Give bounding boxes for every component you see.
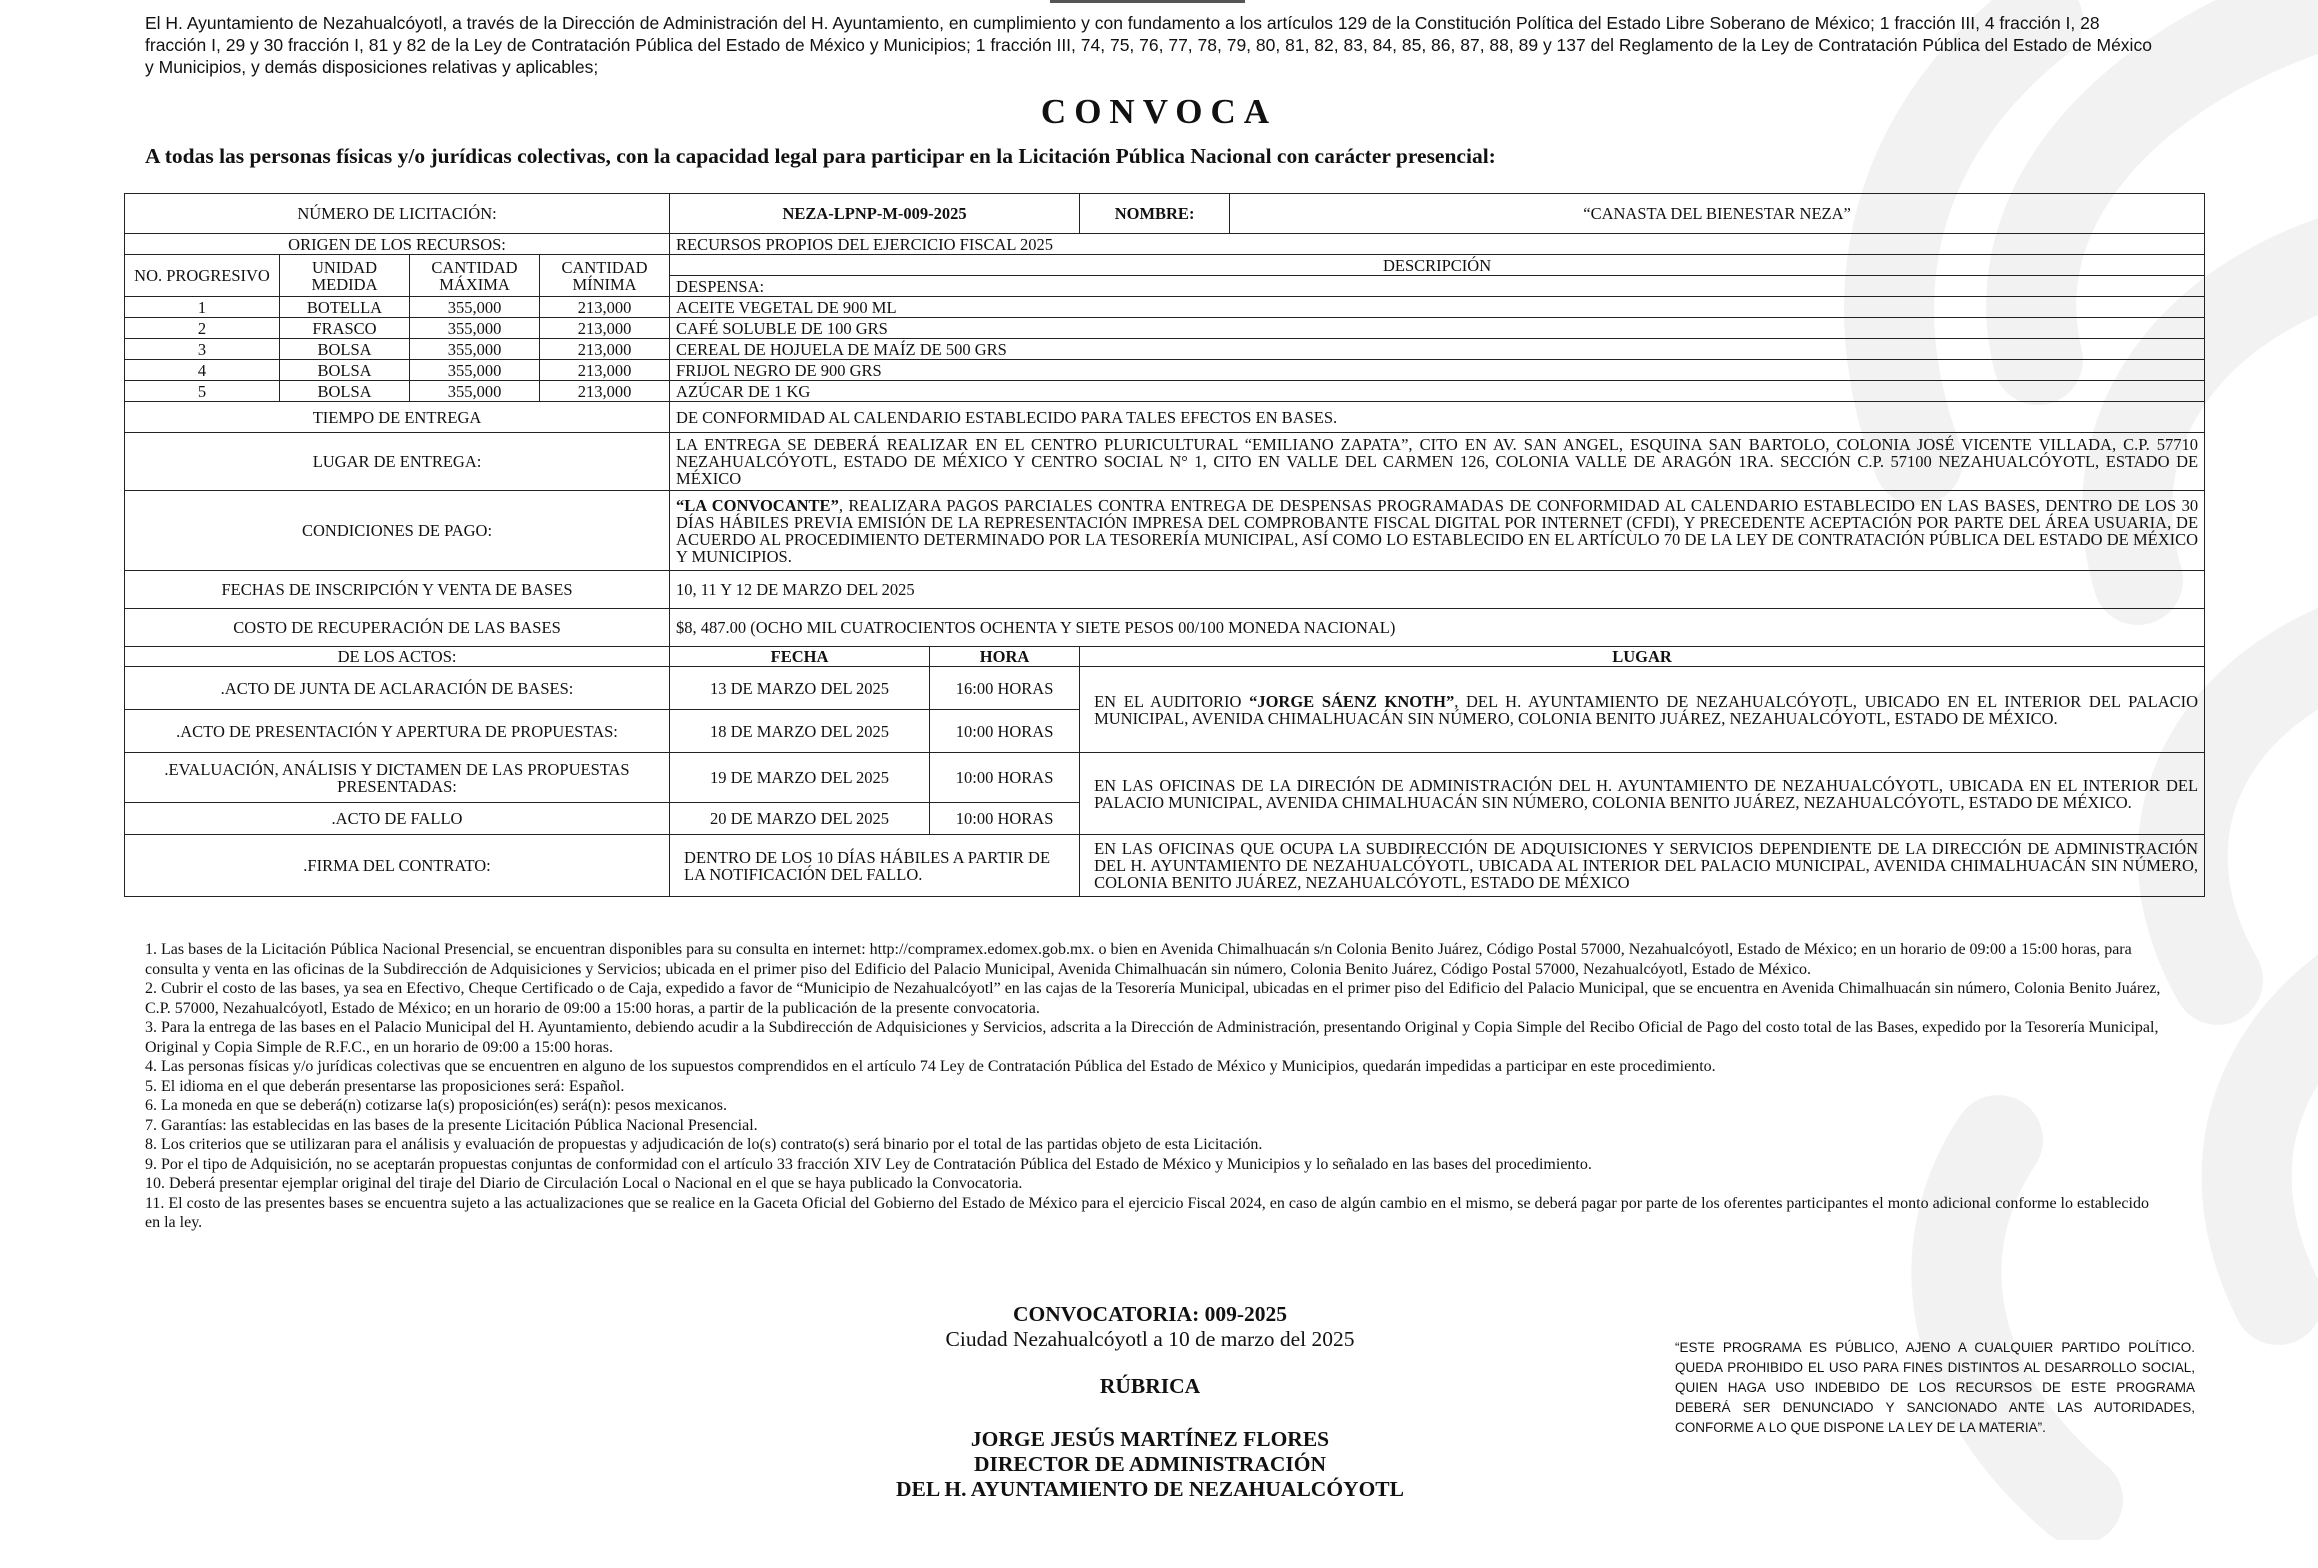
item-desc: FRIJOL NEGRO DE 900 GRS xyxy=(670,360,2205,381)
page-subtitle: A todas las personas físicas y/o jurídicas colectivas, con la capacidad legal para participar en la Licitación Pública Nacional con carácter presencial: xyxy=(145,144,1496,168)
fecha-header: FECHA xyxy=(670,647,930,667)
page-title: CONVOCA xyxy=(1040,92,1278,131)
act-place-1 xyxy=(1080,667,2205,753)
signer-name: JORGE JESÚS MARTÍNEZ FLORES xyxy=(970,1427,1330,1451)
item-min: 213,000 xyxy=(540,297,670,318)
item-desc: CAFÉ SOLUBLE DE 100 GRS xyxy=(670,318,2205,339)
table-row xyxy=(125,360,2205,381)
note-item: 1. Las bases de la Licitación Pública Nacional Presencial, se encuentran disponibles para su consulta en internet: http://compramex.edomex.gob.mx. o bien en Avenida Chimalhuacán s/n Colonia Benito Juárez, Código Postal 57000, Nezahualcóyotl, Estado de México; en un horario de 09:00 a 15:00 horas, para consulta y venta en las oficinas de la Subdirección de Adquisiciones y Servicios; ubicada en el primer piso del Edificio del Palacio Municipal, Avenida Chimalhuacán sin número, Colonia Benito Juárez, Código Postal 57000, Nezahualcóyotl, Estado de México. xyxy=(145,941,2132,978)
header-minima: CANTIDAD MÍNIMA xyxy=(540,255,670,297)
pago-bold: “LA CONVOCANTE” xyxy=(676,495,839,515)
act-fecha: 20 DE MARZO DEL 2025 xyxy=(670,803,930,835)
act-name: .EVALUACIÓN, ANÁLISIS Y DICTAMEN DE LAS PROPUESTAS PRESENTADAS: xyxy=(125,753,670,803)
signature-block xyxy=(700,1302,1600,1502)
nombre-value: “CANASTA DEL BIENESTAR NEZA” xyxy=(1230,194,2205,234)
item-desc: AZÚCAR DE 1 KG xyxy=(670,381,2205,402)
fechas-value: 10, 11 Y 12 DE MARZO DEL 2025 xyxy=(670,571,2205,609)
tiempo-value: DE CONFORMIDAD AL CALENDARIO ESTABLECIDO PARA TALES EFECTOS EN BASES. xyxy=(670,402,2205,433)
note-item: 5. El idioma en el que deberán presentarse las proposiciones será: Español. xyxy=(145,1077,625,1095)
signer-role: DIRECTOR DE ADMINISTRACIÓN xyxy=(973,1452,1327,1476)
item-max: 355,000 xyxy=(410,360,540,381)
act-fecha: 19 DE MARZO DEL 2025 xyxy=(670,753,930,803)
item-no: 3 xyxy=(125,339,280,360)
item-unidad: BOLSA xyxy=(280,360,410,381)
actos-label: DE LOS ACTOS: xyxy=(125,647,670,667)
item-max: 355,000 xyxy=(410,297,540,318)
item-max: 355,000 xyxy=(410,381,540,402)
note-item: 11. El costo de las presentes bases se encuentra sujeto a las actualizaciones que se realice en la Gaceta Oficial del Gobierno del Estado de México para el ejercicio Fiscal 2024, en caso de algún cambio en el mismo, se deberá pagar por parte de los oferentes participantes el monto adicional conforme lo establecido en la ley. xyxy=(145,1194,2149,1231)
item-unidad: BOLSA xyxy=(280,339,410,360)
header-descripcion: DESCRIPCIÓN xyxy=(670,255,2205,276)
pago-cell xyxy=(670,491,2205,571)
item-no: 2 xyxy=(125,318,280,339)
signer-entity: DEL H. AYUNTAMIENTO DE NEZAHUALCÓYOTL xyxy=(896,1477,1404,1501)
convocatoria-number: CONVOCATORIA: 009-2025 xyxy=(1012,1302,1288,1326)
act-place-3: EN LAS OFICINAS QUE OCUPA LA SUBDIRECCIÓN DE ADQUISICIONES Y SERVICIOS DEPENDIENTE DE LA DIRECCIÓN DE ADMINISTRACIÓN DEL H. AYUNTAMIENTO DE NEZAHUALCÓYOTL, UBICADA AL INTERIOR DEL PALACIO MUNICIPAL, AVENIDA CHIMALHUACÁN SIN NÚMERO, COLONIA BENITO JUÁREZ, NEZAHUALCÓYOTL, ESTADO DE MÉXICO xyxy=(1080,835,2205,897)
act-fecha: DENTRO DE LOS 10 DÍAS HÁBILES A PARTIR DE LA NOTIFICACIÓN DEL FALLO. xyxy=(670,835,1080,897)
note-item: 7. Garantías: las establecidas en las bases de la presente Licitación Pública Nacional Presencial. xyxy=(145,1116,758,1134)
item-max: 355,000 xyxy=(410,339,540,360)
table-row xyxy=(125,297,2205,318)
header-despensa: DESPENSA: xyxy=(670,276,2205,297)
fechas-label: FECHAS DE INSCRIPCIÓN Y VENTA DE BASES xyxy=(125,571,670,609)
note-item: 2. Cubrir el costo de las bases, ya sea en Efectivo, Cheque Certificado o de Caja, expedido a favor de “Municipio de Nezahualcóyotl” en las cajas de la Tesorería Municipal, ubicadas en el primer piso del Edificio del Palacio Municipal, que se encuentra en Avenida Chimalhuacán sin número, Colonia Benito Juárez, C.P. 57000, Nezahualcóyotl, Estado de México; en un horario de 09:00 a 15:00 horas, a partir de la publicación de la presente convocatoria. xyxy=(145,980,2161,1017)
lugar-label: LUGAR DE ENTREGA: xyxy=(125,433,670,491)
place1-bold: “JORGE SÁENZ KNOTH” xyxy=(1249,691,1455,711)
numero-label: NÚMERO DE LICITACIÓN: xyxy=(125,194,670,234)
item-no: 4 xyxy=(125,360,280,381)
item-unidad: BOTELLA xyxy=(280,297,410,318)
note-item: 8. Los criterios que se utilizaran para el análisis y evaluación de propuestas y adjudicación de lo(s) contrato(s) será binario por el total de las partidas objeto de esta Licitación. xyxy=(145,1136,1263,1153)
act-name: .ACTO DE PRESENTACIÓN Y APERTURA DE PROPUESTAS: xyxy=(125,710,670,753)
act-fecha: 13 DE MARZO DEL 2025 xyxy=(670,667,930,710)
item-min: 213,000 xyxy=(540,339,670,360)
costo-label: COSTO DE RECUPERACIÓN DE LAS BASES xyxy=(125,609,670,647)
note-item: 3. Para la entrega de las bases en el Palacio Municipal del H. Ayuntamiento, debiendo acudir a la Subdirección de Adquisiciones y Servicios, adscrita a la Dirección de Administración, presentando Original y Copia Simple del Recibo Oficial de Pago del costo total de las Bases, expedido por la Tesorería Municipal, Original y Copia Simple de R.F.C., en un horario de 09:00 a 15:00 horas. xyxy=(145,1019,2159,1056)
pago-value: , REALIZARA PAGOS PARCIALES CONTRA ENTREGA DE DESPENSAS PROGRAMADAS DE CONFORMIDAD AL CALENDARIO ESTABLECIDO EN LAS BASES, DENTRO DE LOS 30 DÍAS HÁBILES PREVIA EMISIÓN DE LA REPRESENTACIÓN IMPRESA DEL COMPROBANTE FISCAL DIGITAL POR INTERNET (CFDI), Y PRECEDENTE ACEPTACIÓN POR PARTE DEL ÁREA USUARIA, DE ACUERDO AL PROCEDIMIENTO DETERMINADO POR LA TESORERÍA MUNICIPAL, ASÍ COMO LO ESTABLECIDO EN EL ARTÍCULO 70 DE LA LEY DE CONTRATACIÓN PÚBLICA DEL ESTADO DE MÉXICO Y MUNICIPIOS. xyxy=(676,495,2199,566)
item-min: 213,000 xyxy=(540,360,670,381)
table-row xyxy=(125,381,2205,402)
lugar-value: LA ENTREGA SE DEBERÁ REALIZAR EN EL CENTRO PLURICULTURAL “EMILIANO ZAPATA”, CITO EN AV. SAN ANGEL, ESQUINA SAN BARTOLO, COLONIA JOSÉ VICENTE VILLADA, C.P. 57710 NEZAHUALCÓYOTL, ESTADO DE MÉXICO Y CENTRO SOCIAL N° 1, CITO EN VALLE DEL CARMEN 126, COLONIA VALLE DE ARAGÓN 1RA. SECCIÓN C.P. 57100 NEZAHUALCÓYOTL, ESTADO DE MÉXICO xyxy=(670,433,2205,491)
item-max: 355,000 xyxy=(410,318,540,339)
note-item: 9. Por el tipo de Adquisición, no se aceptarán propuestas conjuntas de conformidad con el artículo 33 fracción XIV Ley de Contratación Pública del Estado de México y Municipios y lo señalado en las bases del procedimiento. xyxy=(145,1155,1592,1173)
tender-table xyxy=(124,193,2205,897)
pago-label: CONDICIONES DE PAGO: xyxy=(125,491,670,571)
act-hora: 10:00 HORAS xyxy=(930,710,1080,753)
act-name: .ACTO DE FALLO xyxy=(125,803,670,835)
nombre-label: NOMBRE: xyxy=(1080,194,1230,234)
act-name: .ACTO DE JUNTA DE ACLARACIÓN DE BASES: xyxy=(125,667,670,710)
place1-post: , DEL H. AYUNTAMIENTO DE NEZAHUALCÓYOTL, UBICADO EN EL INTERIOR DEL PALACIO MUNICIPAL, AVENIDA CHIMALHUACÁN SIN NÚMERO, COLONIA BENITO JUÁREZ, NEZAHUALCÓYOTL, ESTADO DE MÉXICO. xyxy=(1094,691,2199,728)
place-date: Ciudad Nezahualcóyotl a 10 de marzo del 2025 xyxy=(945,1327,1355,1351)
item-no: 1 xyxy=(125,297,280,318)
item-min: 213,000 xyxy=(540,318,670,339)
hora-header: HORA xyxy=(930,647,1080,667)
costo-value: $8, 487.00 (OCHO MIL CUATROCIENTOS OCHENTA Y SIETE PESOS 00/100 MONEDA NACIONAL) xyxy=(670,609,2205,647)
numero-value: NEZA-LPNP-M-009-2025 xyxy=(670,194,1080,234)
act-hora: 10:00 HORAS xyxy=(930,803,1080,835)
origen-value: RECURSOS PROPIOS DEL EJERCICIO FISCAL 2025 xyxy=(670,234,2205,255)
note-item: 4. Las personas físicas y/o jurídicas colectivas que se encuentren en alguno de los supuestos comprendidos en el artículo 74 Ley de Contratación Pública del Estado de México y Municipios, quedarán impedidas a participar en este procedimiento. xyxy=(145,1058,1716,1075)
origen-label: ORIGEN DE LOS RECURSOS: xyxy=(125,234,670,255)
lugar-header: LUGAR xyxy=(1080,647,2205,667)
header-unidad: UNIDAD MEDIDA xyxy=(280,255,410,297)
place1-pre: EN EL AUDITORIO xyxy=(1094,691,1250,711)
intro-paragraph: El H. Ayuntamiento de Nezahualcóyotl, a través de la Dirección de Administración del H. Ayuntamiento, en cumplimiento y con fundamento a los artículos 129 de la Constitución Política del Estado Libre Soberano de México; 1 fracción III, 4 fracción I, 28 fracción I, 29 y 30 fracción I, 81 y 82 de la Ley de Contratación Pública del Estado de México y Municipios; 1 fracción III, 74, 75, 76, 77, 78, 79, 80, 81, 82, 83, 84, 85, 86, 87, 88, 89 y 137 del Reglamento de la Ley de Contratación Pública del Estado de México y Municipios, y demás disposiciones relativas y aplicables; xyxy=(145,13,2152,77)
top-rule xyxy=(1050,0,1245,3)
table-row xyxy=(125,318,2205,339)
item-unidad: BOLSA xyxy=(280,381,410,402)
note-item: 6. La moneda en que se deberá(n) cotizarse la(s) proposición(es) será(n): pesos mexicanos. xyxy=(145,1097,727,1114)
header-maxima: CANTIDAD MÁXIMA xyxy=(410,255,540,297)
item-min: 213,000 xyxy=(540,381,670,402)
item-unidad: FRASCO xyxy=(280,318,410,339)
item-desc: ACEITE VEGETAL DE 900 ML xyxy=(670,297,2205,318)
program-legend: “ESTE PROGRAMA ES PÚBLICO, AJENO A CUALQUIER PARTIDO POLÍTICO. QUEDA PROHIBIDO EL USO PARA FINES DISTINTOS AL DESARROLLO SOCIAL, QUIEN HAGA USO INDEBIDO DE LOS RECURSOS DE ESTE PROGRAMA DEBERÁ SER DENUNCIADO Y SANCIONADO ANTE LAS AUTORIDADES, CONFORME A LO QUE DISPONE LA LEY DE LA MATERIA”. xyxy=(1675,1340,2195,1435)
item-no: 5 xyxy=(125,381,280,402)
header-progresivo: NO. PROGRESIVO xyxy=(125,255,280,297)
note-item: 10. Deberá presentar ejemplar original del tiraje del Diario de Circulación Local o Nacional en el que se haya publicado la Convocatoria. xyxy=(145,1175,1023,1192)
act-name: .FIRMA DEL CONTRATO: xyxy=(125,835,670,897)
item-desc: CEREAL DE HOJUELA DE MAÍZ DE 500 GRS xyxy=(670,339,2205,360)
act-hora: 16:00 HORAS xyxy=(930,667,1080,710)
act-place-2: EN LAS OFICINAS DE LA DIRECIÓN DE ADMINISTRACIÓN DEL H. AYUNTAMIENTO DE NEZAHUALCÓYOTL, UBICADA EN EL INTERIOR DEL PALACIO MUNICIPAL, AVENIDA CHIMALHUACÁN SIN NÚMERO, COLONIA BENITO JUÁREZ, NEZAHUALCÓYOTL, ESTADO DE MÉXICO. xyxy=(1080,753,2205,835)
table-row xyxy=(125,339,2205,360)
notes-list xyxy=(145,940,2165,1233)
tiempo-label: TIEMPO DE ENTREGA xyxy=(125,402,670,433)
act-hora: 10:00 HORAS xyxy=(930,753,1080,803)
rubrica: RÚBRICA xyxy=(1099,1374,1201,1398)
act-fecha: 18 DE MARZO DEL 2025 xyxy=(670,710,930,753)
